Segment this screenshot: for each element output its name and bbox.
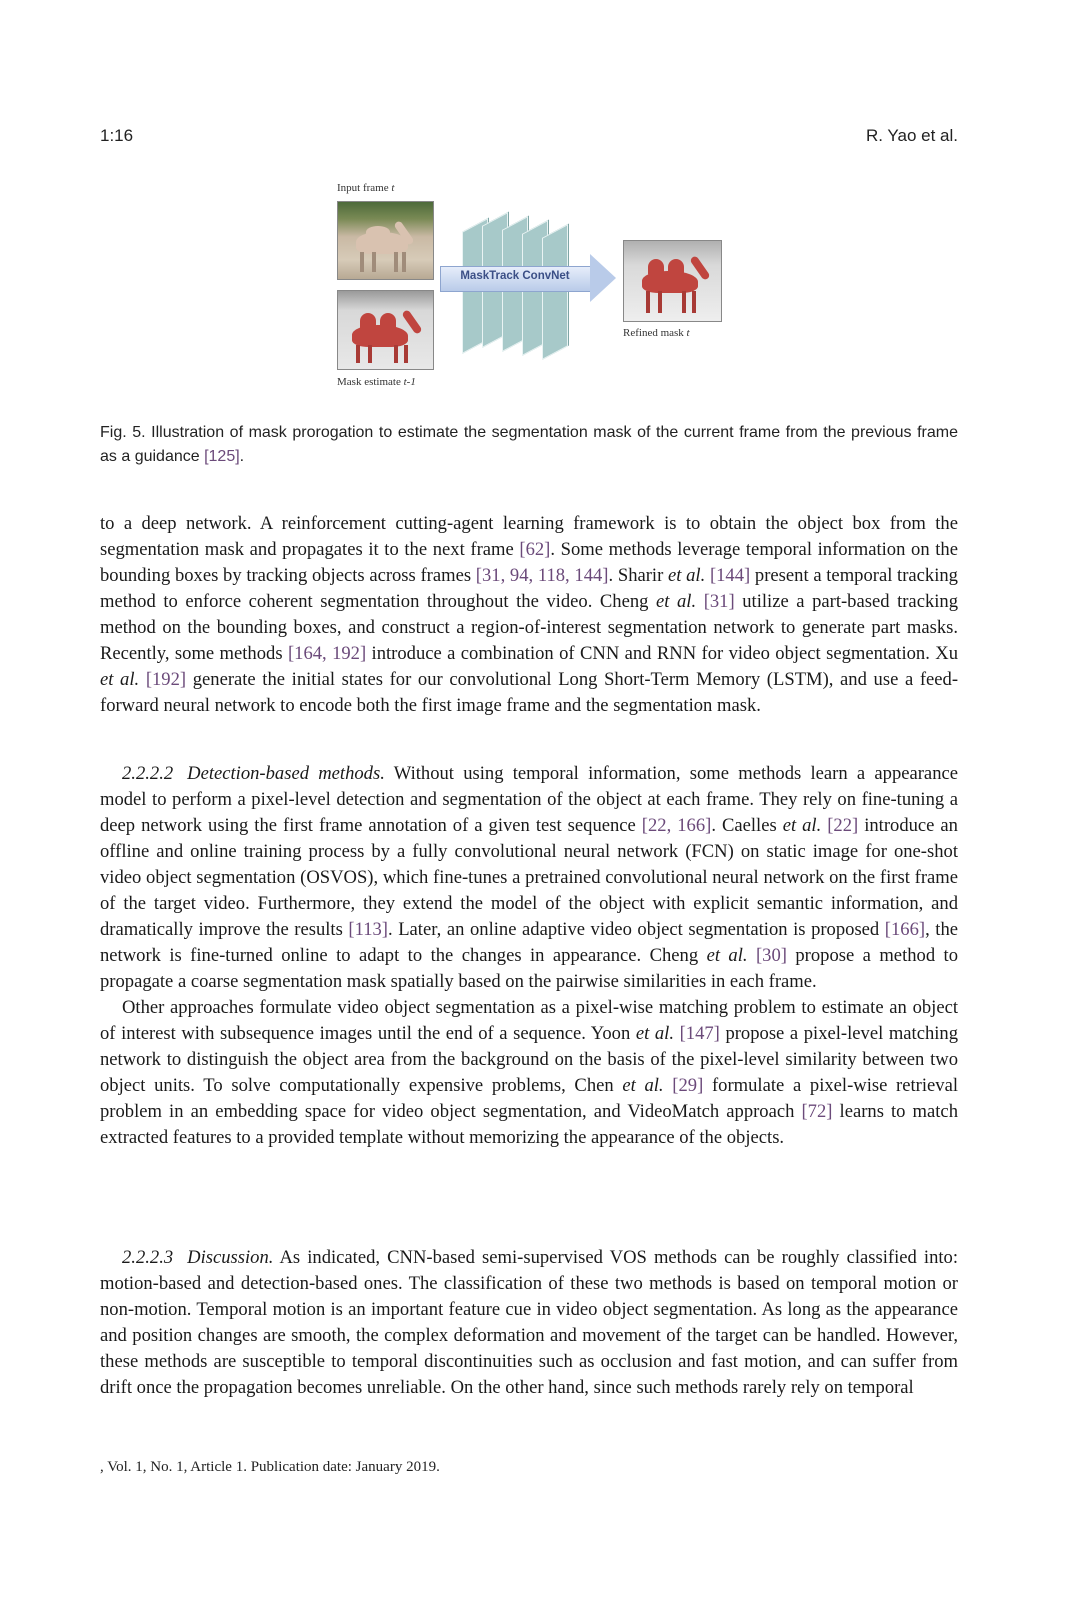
figure-label-mask: Mask estimate t-1 <box>337 376 416 388</box>
citation-link[interactable]: [164, 192] <box>287 643 367 664</box>
body-section-2 <box>100 761 958 1151</box>
et-al-italic: et al. <box>622 1075 664 1096</box>
network-label: MaskTrack ConvNet <box>460 270 570 282</box>
citation-link[interactable]: [29] <box>672 1075 704 1096</box>
citation-link[interactable]: [166] <box>884 919 926 940</box>
caption-text: Illustration of mask prorogation to estimate the segmentation mask of the current frame from the previous frame as a guidance <box>100 424 959 465</box>
arrow-right-icon <box>590 254 616 302</box>
citation-link[interactable]: [125] <box>204 448 240 465</box>
caption-prefix: Fig. 5. <box>100 424 152 441</box>
section-number: 2.2.2.3 <box>122 1247 174 1268</box>
et-al-italic: et al. <box>635 1023 674 1044</box>
figure-label-refined: Refined mask t <box>623 327 690 339</box>
page-footer: , Vol. 1, No. 1, Article 1. Publication date: January 2019. <box>100 1459 440 1475</box>
citation-link[interactable]: [62] <box>519 539 551 560</box>
citation-link[interactable]: [147] <box>679 1023 720 1044</box>
et-al-italic: et al. <box>100 669 140 690</box>
running-authors: R. Yao et al. <box>866 126 958 145</box>
input-frame-image <box>337 201 434 280</box>
page-number: 1:16 <box>100 126 134 145</box>
paragraph: to a deep network. A reinforcement cutting-agent learning framework is to obtain the object box from the segmentation mask and propagates it to the next frame [62]. Some methods leverage temporal information on the bounding boxes by tracking objects across frames [31, 94, 118, 144]. Sharir et al. [144] present a temporal tracking method to enforce coherent segmentation throughout the video. Cheng et al. [31] utilize a part-based tracking method on the bounding boxes, and construct a region-of-interest segmentation network to generate part masks. Recently, some methods [164, 192] introduce a combination of CNN and RNN for video object segmentation. Xu et al. [192] generate the initial states for our convolutional Long Short-Term Memory (LSTM), and use a feed-forward neural network to encode both the first image frame and the segmentation mask. <box>100 513 959 716</box>
citation-link[interactable]: [22] <box>827 815 859 836</box>
citation-link[interactable]: [113] <box>348 919 388 940</box>
running-header <box>100 126 958 146</box>
section-title: Discussion. <box>187 1247 274 1268</box>
et-al-italic: et al. <box>706 945 748 966</box>
paragraph: 2.2.2.2 Detection-based methods. Without using temporal information, some methods learn a appearance model to perform a pixel-level detection and segmentation of the object at each frame. They rely on fine-tuning a deep network using the first frame annotation of a given test sequence [22, 166]. Caelles et al. [22] introduce an offline and online training process by a fully convolutional neural network (FCN) on static image for one-shot video object segmentation (OSVOS), which fine-tunes a pretrained convolutional neural network on the first frame of the target video. Furthermore, they extend the model of the object with explicit semantic information, and dramatically improve the results [113]. Later, an online adaptive video object segmentation is proposed [166], the network is fine-turned online to adapt to the changes in appearance. Cheng et al. [30] propose a method to propagate a coarse segmentation mask spatially based on the pairwise similarities in each frame. <box>100 763 959 992</box>
figure-label-input: Input frame t <box>337 182 395 194</box>
section-number: 2.2.2.2 <box>122 763 174 784</box>
refined-mask-image <box>623 240 722 322</box>
figure-caption: Fig. 5. Illustration of mask prorogation to estimate the segmentation mask of the current frame from the previous frame as a guidance [125]. <box>100 424 959 465</box>
paragraph: 2.2.2.3 Discussion. As indicated, CNN-based semi-supervised VOS methods can be roughly classified into: motion-based and detection-based ones. The classification of these two methods is based on temporal motion or non-motion. Temporal motion is an important feature cue in video object segmentation. As long as the appearance and position changes are smooth, the complex deformation and movement of the target can be handled. However, these methods are susceptible to temporal discontinuities such as occlusion and fast motion, and can suffer from drift once the propagation becomes unreliable. On the other hand, since such methods rarely rely on temporal <box>100 1247 958 1398</box>
citation-link[interactable]: [72] <box>801 1101 833 1122</box>
citation-link[interactable]: [30] <box>755 945 787 966</box>
paragraph: Other approaches formulate video object segmentation as a pixel-wise matching problem to estimate an object of interest with subsequence images until the end of a sequence. Yoon et al. [147] propose a pixel-level matching network to distinguish the object area from the background on the basis of the pixel-level similarity between two object units. To solve computationally expensive problems, Chen et al. [29] formulate a pixel-wise retrieval problem in an embedding space for video object segmentation, and VideoMatch approach [72] learns to match extracted features to a provided template without memorizing the appearance of the objects. <box>100 997 959 1148</box>
et-al-italic: et al. <box>656 591 697 612</box>
citation-link[interactable]: [192] <box>145 669 187 690</box>
citation-link[interactable]: [22, 166] <box>641 815 712 836</box>
figure-5 <box>330 180 750 395</box>
body-section-3 <box>100 1245 958 1401</box>
citation-link[interactable]: [31] <box>703 591 735 612</box>
et-al-italic: et al. <box>668 565 706 586</box>
citation-link[interactable]: [31, 94, 118, 144] <box>475 565 609 586</box>
section-title: Detection-based methods. <box>187 763 385 784</box>
mask-estimate-image <box>337 290 434 370</box>
body-section-1 <box>100 511 958 719</box>
maskrack-arrow <box>440 261 590 305</box>
et-al-italic: et al. <box>782 815 822 836</box>
citation-link[interactable]: [144] <box>709 565 751 586</box>
